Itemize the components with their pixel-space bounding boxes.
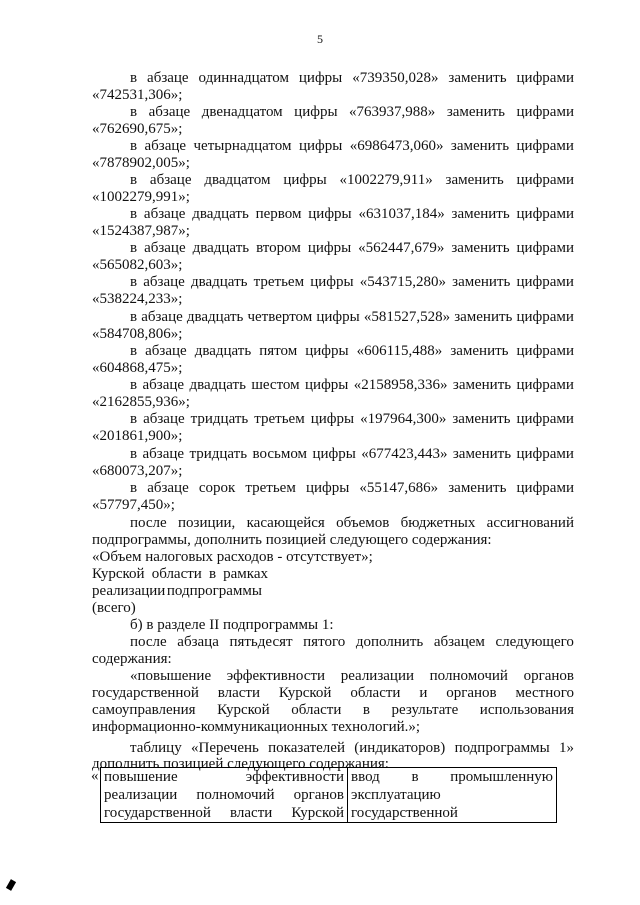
text-line: «584708,806»; [92,326,183,342]
word: эффективности [245,769,344,785]
word: третьем [253,274,305,290]
text-line [130,172,574,189]
word: в [208,566,217,582]
word: двадцать [192,240,250,256]
text-line: (всего) [92,600,136,616]
word: цифры [312,446,356,462]
word: цифры [305,377,349,393]
text-line: «1002279,991»; [92,189,190,205]
word: тридцать [190,411,249,427]
word: цифрами [516,411,574,427]
word: (индикаторов) [354,740,446,756]
text-line [130,411,574,428]
word: абзаце [142,446,185,462]
word: заменить [451,206,510,222]
word: реализации [104,787,178,803]
word: цифры [307,240,352,256]
word: «739350,028» [352,70,439,86]
word: подпрограммы [166,583,262,599]
word: 1» [559,740,574,756]
text-line: «201861,900»; [92,428,183,444]
word: «677423,443» [361,446,448,462]
word: в [130,446,138,462]
text-line: «762690,675»; [92,121,183,137]
word: цифры [298,138,343,154]
word: результате [391,702,459,718]
text-line: «565082,603»; [92,257,183,273]
word: заменить [450,343,509,359]
word: двадцатом [204,172,271,188]
word: восьмом [252,446,308,462]
word: цифры [310,274,354,290]
word: Курской [291,805,344,821]
word: дополнить [355,634,424,650]
text-line [130,634,574,651]
word: абзаце [149,172,192,188]
word: «606115,488» [356,343,443,359]
word: «543715,280» [359,274,446,290]
text-line: дополнить позицией следующего содержания: [92,756,389,772]
word: заменить [448,480,507,496]
word: абзаце [147,70,189,86]
table-cell [101,768,348,823]
word: цифры [305,343,349,359]
text-line: «2162855,936»; [92,394,190,410]
word: Курской [92,566,145,582]
word: в [130,240,138,256]
word: одиннадцатом [198,70,289,86]
word: цифрами [516,138,574,154]
word: «631037,184» [358,206,445,222]
word: в [362,702,370,718]
text-line [92,566,268,583]
word: двадцать [190,274,248,290]
word: абзаце [143,411,185,427]
text-line: «7878902,005»; [92,155,190,171]
table-cell-line [104,768,344,786]
word: в [130,343,138,359]
word: органов [446,685,497,701]
text-line: «Объем налоговых расходов - отсутствует»; [92,549,373,565]
text-line [130,480,574,497]
word: области [151,566,202,582]
word: органов [523,668,574,684]
scan-mark [6,879,16,891]
word: «763937,988» [349,104,436,120]
table-cell-line: эксплуатацию [351,787,441,803]
word: полномочий [429,668,508,684]
word: абзаце [143,274,185,290]
word: четырнадцатом [193,138,292,154]
word: цифрами [516,70,574,86]
table-cell-line [104,786,344,804]
word: заменить [448,70,507,86]
word: цифрами [516,172,574,188]
word: двадцать [189,377,246,393]
word: тридцать [189,446,248,462]
word: «повышение [130,668,212,684]
word: пятого [303,634,346,650]
word: третьем [245,480,296,496]
word: цифрами [516,240,574,256]
text-line [92,583,262,600]
table-row [101,768,557,823]
word: цифрами [516,206,574,222]
word: следующего [495,634,574,650]
word: цифры [294,104,338,120]
text-line [130,343,574,360]
text-line: «742531,306»; [92,87,183,103]
word: эффективности [226,668,326,684]
word: в [130,274,138,290]
word: абзаце [141,309,183,325]
text-line [92,685,574,702]
word: шестом [251,377,300,393]
word: абзаце [143,206,186,222]
word: заменить [451,240,510,256]
word: полномочий [196,787,275,803]
text-line [130,668,574,685]
word: заменить [445,172,504,188]
word: четвертом [247,309,313,325]
word: «6986473,060» [349,138,444,154]
text-line [130,309,574,326]
word: рамках [223,566,268,582]
word: цифры [316,309,360,325]
word: касающейся [246,515,325,531]
word: заменить [452,274,511,290]
word: позиции, [178,515,236,531]
word: «197964,300» [360,411,447,427]
word: ввод [351,769,380,785]
word: в [130,104,138,120]
word: власти [230,805,273,821]
word: цифрами [516,309,574,325]
word: области [291,702,342,718]
word: абзаце [147,480,189,496]
word: абзаце [144,240,186,256]
word: «Перечень [191,740,259,756]
word: после [130,634,167,650]
text-line: «604868,475»; [92,360,183,376]
text-line: «538224,233»; [92,291,183,307]
word: области [350,685,401,701]
table-cell [348,768,557,823]
word: «562447,679» [358,240,445,256]
word: местного [515,685,574,701]
word: заменить [454,309,513,325]
text-line [130,206,574,223]
word: заменить [446,104,505,120]
word: после [130,515,167,531]
text-line: «57797,450»; [92,497,175,513]
word: повышение [104,769,178,785]
word: цифры [305,480,350,496]
text-line: подпрограммы, дополнить позицией следующего содержания: [92,532,492,548]
word: в [130,377,138,393]
word: абзаце [148,104,191,120]
text-line: «680073,207»; [92,463,183,479]
word: «55147,686» [359,480,439,496]
word: «2158958,336» [353,377,448,393]
word: третьем [254,411,305,427]
word: органов [293,787,344,803]
word: показателей [268,740,345,756]
word: «581527,528» [363,309,451,325]
word: заменить [450,138,510,154]
word: цифры [308,206,352,222]
word: реализации [92,583,166,599]
text-line: б) в разделе II подпрограммы 1: [130,617,334,633]
word: таблицу [130,740,182,756]
word: заменить [452,411,511,427]
word: Курской [278,685,332,701]
word: подпрограммы [454,740,550,756]
text-line [130,377,574,394]
table-cell-line [351,768,553,786]
word: в [130,138,138,154]
word: власти [217,685,261,701]
word: абзаца [177,634,219,650]
text-line [130,138,574,155]
word: цифры [310,411,355,427]
word: двенадцатом [201,104,283,120]
word: втором [256,240,301,256]
word: первом [255,206,302,222]
table-cell-line: государственной [351,805,458,821]
word: и [419,685,428,701]
text-line: «1524387,987»; [92,223,190,239]
word: в [411,769,419,785]
word: цифрами [516,343,574,359]
text-line [130,274,574,291]
word: бюджетных [400,515,476,531]
word: абзаце [142,377,185,393]
word: цифрами [516,446,574,462]
word: в [130,206,138,222]
word: Курской [217,702,270,718]
word: промышленную [450,769,553,785]
word: абзаце [145,343,187,359]
word: самоуправления [92,702,196,718]
word: абзаце [144,138,187,154]
word: двадцать [192,206,249,222]
text-line: информационно-коммуникационных технологий.»; [92,719,421,735]
word: в [130,70,138,86]
word: заменить [452,446,512,462]
word: двадцать [194,343,252,359]
word: цифры [283,172,327,188]
text-line [92,702,574,719]
word: цифрами [516,274,574,290]
text-line: содержания: [92,651,172,667]
table-cell-line [104,804,344,822]
text-line [130,515,574,532]
word: ассигнований [486,515,574,531]
word: в [130,411,138,427]
word: «1002279,911» [339,172,433,188]
word: в [130,480,138,496]
text-line [130,240,574,257]
word: в [130,309,138,325]
word: использования [479,702,574,718]
word: реализации [340,668,414,684]
table-open-quote: « [91,768,99,784]
word: цифрами [516,480,574,496]
word: в [130,172,138,188]
word: объемов [336,515,390,531]
word: цифрами [516,104,574,120]
text-line [130,740,574,757]
word: пятьдесят [229,634,293,650]
word: пятом [259,343,298,359]
word: заменить [452,377,512,393]
word: двадцать [186,309,244,325]
word: цифрами [516,377,574,393]
word: государственной [92,685,199,701]
word: сорок [198,480,236,496]
text-line [130,446,574,463]
text-line [130,70,574,87]
indicator-table [100,767,557,823]
word: цифры [298,70,343,86]
word: государственной [104,805,211,821]
text-line [130,104,574,121]
word: абзацем [433,634,485,650]
page-number: 5 [317,32,323,46]
